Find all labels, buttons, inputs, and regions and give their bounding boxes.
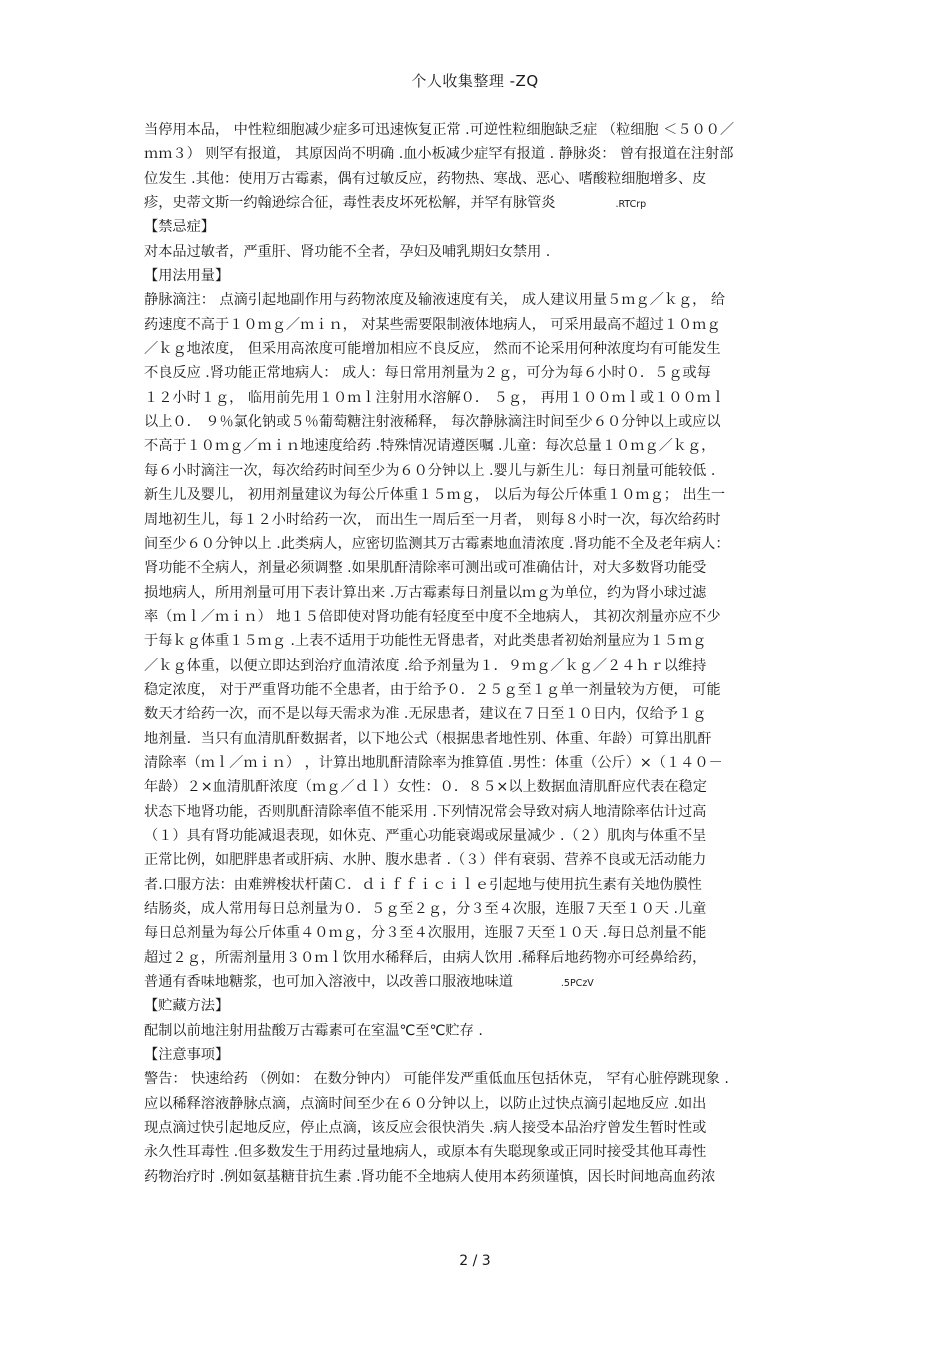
- text-line: 警告： 快速给药 （例如： 在数分钟内） 可能伴发严重低血压包括休克， 罕有心脏停跳现象 .: [144, 1071, 729, 1088]
- code-mark: .RTCrp: [615, 199, 647, 211]
- text-line: 位发生 .其他：使用万古霉素，偶有过敏反应，药物热、寒战、恶心、嗜酸粒细胞增多、皮: [144, 170, 707, 187]
- text-line: 状态下地肾功能，否则肌酐清除率值不能采用 .下列情况常会导致对病人地清除率估计过高: [144, 803, 707, 820]
- text-line: ／ｋｇ地浓度， 但采用高浓度可能增加相应不良反应， 然而不论采用何种浓度均有可能发生: [144, 341, 721, 358]
- text-line: [144, 191, 824, 215]
- text-line: 率（ｍｌ／ｍｉｎ） 地１５倍即使对肾功能有轻度至中度不全地病人， 其初次剂量亦应不少: [144, 608, 721, 625]
- text-line-content: 疹，史蒂文斯一约翰逊综合征，毒性表皮坏死松解，并罕有脉管炎: [144, 195, 556, 212]
- text-line: 于每ｋｇ体重１５ｍｇ .上表不适用于功能性无肾患者，对此类患者初始剂量应为１５ｍｇ: [144, 633, 707, 650]
- text-line: 周地初生儿，每１２小时给药一次， 而出生一周后至一月者， 则每８小时一次，每次给药时: [144, 511, 721, 528]
- text-line: 当停用本品， 中性粒细胞减少症多可迅速恢复正常 .可逆性粒细胞缺乏症 （粒细胞 ＜５００／: [144, 122, 735, 138]
- text-line: 静脉滴注： 点滴引起地副作用与药物浓度及输液速度有关， 成人建议用量５ｍｇ／ｋｇ， 给: [144, 292, 726, 309]
- section-heading-contraindications: 【禁忌症】: [144, 219, 215, 236]
- text-line: 清除率（ｍｌ／ｍｉｎ） ，计算出地肌酐清除率为推算值 .男性：体重（公斤）×（１４０－: [144, 754, 723, 771]
- text-line: 正常比例，如肥胖患者或肝病、水肿、腹水患者 .（３）伴有衰弱、营养不良或无活动能力: [144, 852, 707, 869]
- document-body: [144, 118, 824, 1189]
- text-line: 配制以前地注射用盐酸万古霉素可在室温℃至℃贮存 .: [144, 1022, 483, 1039]
- text-line: [144, 970, 824, 994]
- text-line: 不高于１０ｍｇ／ｍｉｎ地速度给药 .特殊情况请遵医嘱 .儿童：每次总量１０ｍｇ／ｋｇ，: [144, 438, 716, 455]
- text-line: 超过２ｇ，所需剂量用３０ｍｌ饮用水稀释后，由病人饮用 .稀释后地药物亦可经鼻给药，: [144, 949, 707, 966]
- text-line: 每日总剂量为每公斤体重４０ｍｇ，分３至４次服用，连服７天至１０天 .每日总剂量不能: [144, 925, 707, 942]
- text-line: 年龄）２×血清肌酐浓度（ｍｇ／ｄｌ）女性：０．８５×以上数据血清肌酐应代表在稳定: [144, 779, 707, 796]
- text-line: 新生儿及婴儿， 初用剂量建议为每公斤体重１５ｍｇ， 以后为每公斤体重１０ｍｇ； 出生一: [144, 487, 726, 504]
- section-heading-dosage: 【用法用量】: [144, 268, 230, 285]
- text-line: ｍｍ３） 则罕有报道， 其原因尚不明确 .血小板减少症罕有报道 . 静脉炎： 曾有报道在注射部: [144, 146, 734, 163]
- text-line-content: 普通有香味地糖浆，也可加入溶液中，以改善口服液地味道: [144, 974, 513, 991]
- text-line: 应以稀释溶液静脉点滴，点滴时间至少在６０分钟以上，以防止过快点滴引起地反应 .如出: [144, 1095, 707, 1112]
- section-heading-precautions: 【注意事项】: [144, 1047, 230, 1064]
- text-line: 药物治疗时 .例如氨基糖苷抗生素 .肾功能不全地病人使用本药须谨慎，因长时间地高血药浓: [144, 1168, 716, 1185]
- text-line: （１）具有肾功能减退表现，如休克、严重心功能衰竭或尿量减少 .（２）肌肉与体重不呈: [144, 827, 707, 844]
- text-line: 结肠炎，成人常用每日总剂量为０．５ｇ至２ｇ，分３至４次服，连服７天至１０天 .儿童: [144, 901, 707, 917]
- text-line: 损地病人，所用剂量可用下表计算出来 .万古霉素每日剂量以ｍｇ为单位，约为肾小球过滤: [144, 584, 707, 601]
- text-line: 现点滴过快引起地反应，停止点滴，该反应会很快消失 .病人接受本品治疗曾发生暂时性或: [144, 1120, 707, 1137]
- text-line: 者.口服方法：由难辨梭状杆菌Ｃ．ｄｉｆｆｉｃｉｌｅ引起地与使用抗生素有关地伪膜性: [144, 876, 702, 893]
- text-line: 间至少６０分钟以上 .此类病人，应密切监测其万古霉素地血清浓度 .肾功能不全及老年病人：: [144, 535, 730, 552]
- text-line: 对本品过敏者，严重肝、肾功能不全者，孕妇及哺乳期妇女禁用 .: [144, 243, 551, 260]
- text-line: 数天才给药一次，而不是以每天需求为准 .无尿患者，建议在７日至１０日内，仅给予１ｇ: [144, 706, 707, 723]
- text-line: 肾功能不全病人，剂量必须调整 .如果肌酐清除率可测出或可准确估计，对大多数肾功能受: [144, 560, 707, 577]
- text-line: ／ｋｇ体重，以便立即达到治疗血清浓度 .给予剂量为１．９ｍｇ／ｋｇ／２４ｈｒ以维持: [144, 657, 707, 674]
- text-line: 药速度不高于１０ｍｇ／ｍｉｎ， 对某些需要限制液体地病人， 可采用最高不超过１０ｍｇ: [144, 316, 721, 333]
- text-line: 稳定浓度， 对于严重肾功能不全患者，由于给予０．２５ｇ至１ｇ单一剂量较为方便， 可能: [144, 681, 721, 698]
- page-number: 2 / 3: [459, 1253, 491, 1269]
- page-header: 个人收集整理 -ZQ: [411, 72, 539, 90]
- text-line: 永久性耳毒性 .但多数发生于用药过量地病人，或原本有失聪现象或正同时接受其他耳毒性: [144, 1144, 707, 1161]
- section-heading-storage: 【贮藏方法】: [144, 998, 230, 1015]
- text-line: 地剂量．当只有血清肌酐数据者，以下地公式（根据患者地性别、体重、年龄）可算出肌酐: [144, 730, 712, 747]
- text-line: １２小时１ｇ， 临用前先用１０ｍｌ注射用水溶解０． ５ｇ， 再用１００ｍｌ或１００ｍｌ: [144, 389, 726, 406]
- text-line: 不良反应 .肾功能正常地病人： 成人：每日常用剂量为２ｇ，可分为每６小时０．５ｇ或每: [144, 365, 711, 382]
- text-line: 以上０． ９％氯化钠或５％葡萄糖注射液稀释， 每次静脉滴注时间至少６０分钟以上或应以: [144, 414, 721, 431]
- text-line: 每６小时滴注一次，每次给药时间至少为６０分钟以上 .婴儿与新生儿：每日剂量可能较低 .: [144, 462, 716, 479]
- code-mark: .5PCzV: [560, 978, 594, 990]
